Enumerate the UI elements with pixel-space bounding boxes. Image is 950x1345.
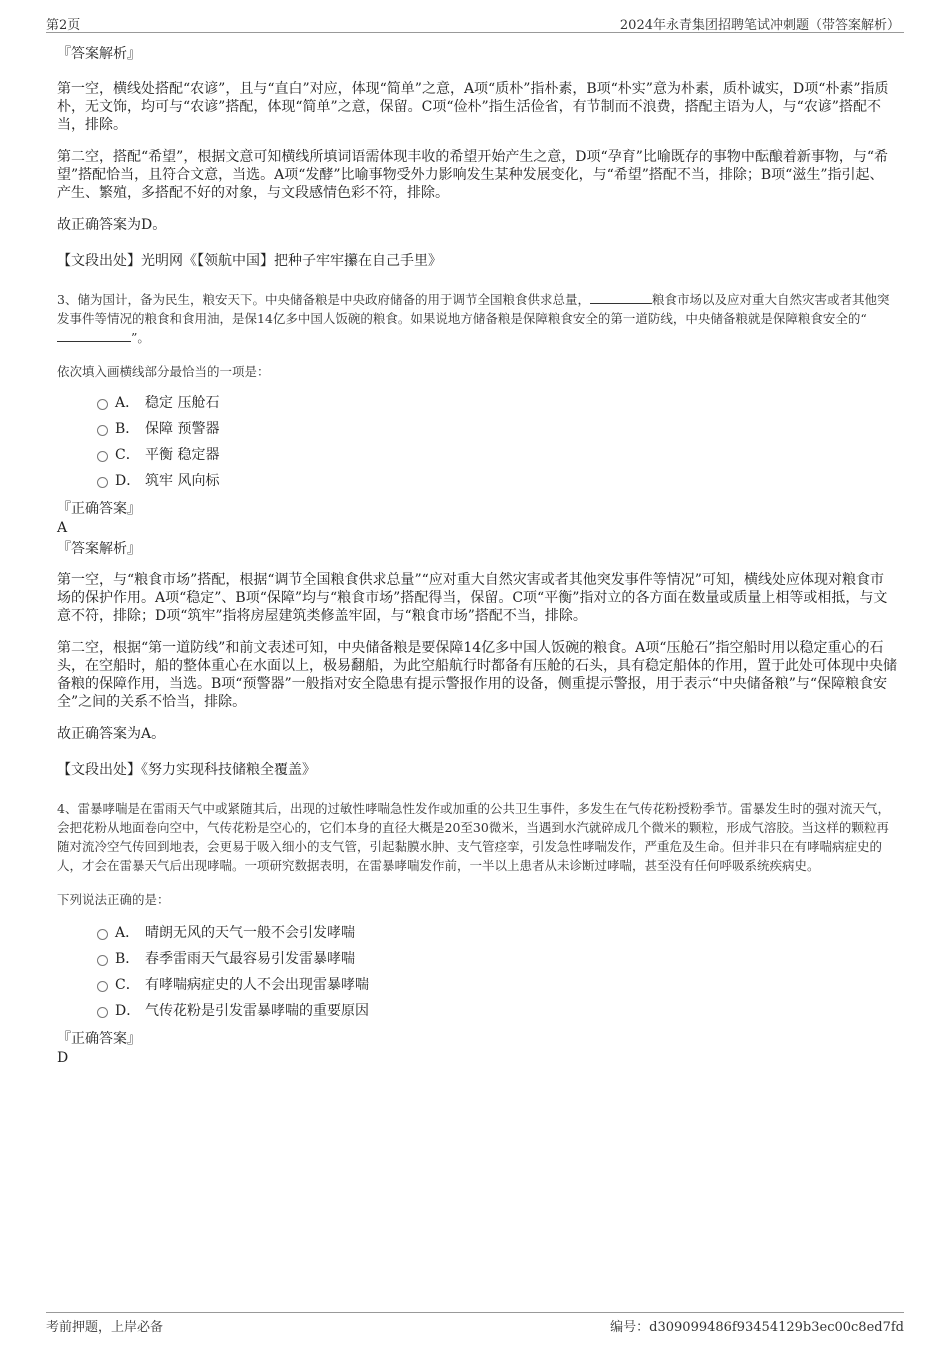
- q3-option-d[interactable]: D． 筑牢 风向标: [57, 471, 897, 497]
- document-title: 2024年永青集团招聘笔试冲刺题（带答案解析）: [619, 18, 900, 33]
- q3-source: 【文段出处】《努力实现科技储粮全覆盖》: [57, 762, 316, 778]
- q4-correct-answer: D: [57, 1050, 69, 1066]
- q3-stem: 3、储为国计，备为民生，粮安天下。中央储备粮是中央政府储备的用于调节全国粮食供求总量， 粮食市场以及应对重大自然灾害或者其他突发事件等情况的粮食和食用油，是保14亿多中国人饭碗的粮食。如果说地方储备粮是保障粮食安全的第一道防线，中央储备粮就是保障粮食安全的“”。: [57, 292, 890, 345]
- radio-icon[interactable]: [97, 1007, 108, 1018]
- page-header: [46, 12, 904, 33]
- q4-stem: 4、雷暴哮喘是在雷雨天气中或紧随其后，出现的过敏性哮喘急性发作或加重的公共卫生事件，多发生在气传花粉授粉季节。雷暴发生时的强对流天气，会把花粉从地面卷向空中，气传花粉是空心的，它们本身的直径大概是20至30微米，当遇到水汽就碎成几个微米的颗粒，形成气溶胶。当这样的颗粒再随对流冷空气传回到地表，会更易于吸入细小的支气管，引起黏膜水肿、支气管痉挛，引发急性哮喘发作，严重危及生命。但并非只在有哮喘病症史的人，才会在雷暴天气后出现哮喘。一项研究数据表明，在雷暴哮喘发作前，一半以上患者从未诊断过哮喘，甚至没有任何呼吸系统疾病史。: [57, 801, 890, 873]
- q2-analysis-para1: 第一空，横线处搭配“农谚”，且与“直白”对应，体现“简单”之意，A项“质朴”指朴素，B项“朴实”意为朴素，质朴诚实，D项“朴素”指质朴，无文饰，均可与“农谚”搭配，体现“简单”之意，保留。C项“俭朴”指生活俭省，有节制而不浪费，搭配主语为人，与“农谚”搭配不当，排除。: [57, 81, 889, 133]
- q3-options: [57, 393, 897, 497]
- page-footer: [46, 1312, 904, 1333]
- footer-slogan: 考前押题，上岸必备: [46, 1320, 164, 1335]
- q3-option-b[interactable]: B． 保障 预警器: [57, 419, 897, 445]
- q3-analysis-heading: 『答案解析』: [57, 541, 141, 557]
- q2-source: 【文段出处】光明网《【领航中国】把种子牢牢攥在自己手里》: [57, 253, 442, 269]
- q2-conclusion: 故正确答案为D。: [57, 217, 167, 233]
- radio-icon[interactable]: [97, 981, 108, 992]
- radio-icon[interactable]: [97, 929, 108, 940]
- q4-option-b[interactable]: B． 春季雷雨天气最容易引发雷暴哮喘: [57, 949, 897, 975]
- q2-analysis-heading: 『答案解析』: [57, 46, 141, 62]
- q3-option-c[interactable]: C． 平衡 稳定器: [57, 445, 897, 471]
- radio-icon[interactable]: [97, 425, 108, 436]
- q3-option-a[interactable]: A． 稳定 压舱石: [57, 393, 897, 419]
- document-serial: 编号：d309099486f93454129b3ec00c8ed7fd: [610, 1320, 904, 1335]
- q4-correct-heading: 『正确答案』: [57, 1031, 141, 1047]
- q3-prompt: 依次填入画横线部分最恰当的一项是：: [57, 364, 270, 379]
- q3-blank-1: [590, 291, 652, 304]
- document-body: [57, 44, 897, 1067]
- q4-prompt: 下列说法正确的是：: [57, 892, 170, 907]
- q2-analysis-para2: 第二空，搭配“希望”，根据文意可知横线所填词语需体现丰收的希望开始产生之意，D项“孕育”比喻既存的事物中酝酿着新事物，与“希望”搭配恰当，且符合文意，当选。A项“发酵”比喻事物受外力影响发生某种发展变化，与“希望”搭配不当，排除；B项“滋生”指引起、产生、繁殖，多搭配不好的对象，与文段感情色彩不符，排除。: [57, 149, 889, 201]
- radio-icon[interactable]: [97, 477, 108, 488]
- q4-options: [57, 923, 897, 1027]
- q4-option-d[interactable]: D． 气传花粉是引发雷暴哮喘的重要原因: [57, 1001, 897, 1027]
- q3-analysis-para1: 第一空，与“粮食市场”搭配，根据“调节全国粮食供求总量”“应对重大自然灾害或者其他突发事件等情况”可知，横线处应体现对粮食市场的保护作用。A项“稳定”、B项“保障”均与“粮食市场”搭配得当，保留。C项“平衡”指对立的各方面在数量或质量上相等或相抵，与文意不符，排除；D项“筑牢”指将房屋建筑类修盖牢固，与“粮食市场”搭配不当，排除。: [57, 572, 888, 624]
- q4-option-c[interactable]: C． 有哮喘病症史的人不会出现雷暴哮喘: [57, 975, 897, 1001]
- radio-icon[interactable]: [97, 399, 108, 410]
- q3-analysis-para2: 第二空，根据“第一道防线”和前文表述可知，中央储备粮是要保障14亿多中国人饭碗的粮食。A项“压舱石”指空船时用以稳定重心的石头，在空船时，船的整体重心在水面以上，极易翻船，为此空船航行时都备有压舱的石头，具有稳定船体的作用，置于此处可体现中央储备粮的保障作用，当选。B项“预警器”一般指对安全隐患有提示警报作用的设备，侧重提示警报，用于表示“中央储备粮”与“保障粮食安全”之间的关系不恰当，排除。: [57, 640, 897, 710]
- q3-correct-heading: 『正确答案』: [57, 501, 141, 517]
- q3-conclusion: 故正确答案为A。: [57, 726, 166, 742]
- radio-icon[interactable]: [97, 955, 108, 966]
- q3-blank-2: [57, 329, 131, 342]
- q4-option-a[interactable]: A． 晴朗无风的天气一般不会引发哮喘: [57, 923, 897, 949]
- page-number: 第2页: [46, 18, 81, 33]
- q3-correct-answer: A: [57, 520, 68, 536]
- radio-icon[interactable]: [97, 451, 108, 462]
